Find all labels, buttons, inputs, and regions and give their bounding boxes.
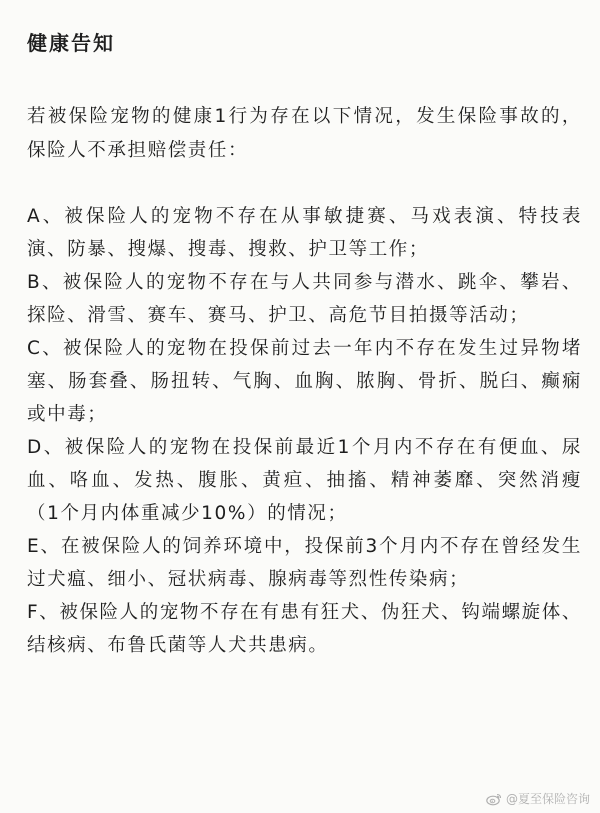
clause-d: D、被保险人的宠物在投保前最近1个月内不存在有便血、尿血、咯血、发热、腹胀、黄疸、抽搐、精神萎靡、突然消瘦（1个月内体重减少10%）的情况； [27,437,582,524]
watermark-text: @夏至保险咨询 [505,792,590,806]
weibo-watermark [486,791,590,807]
clause-b: B、被保险人的宠物不存在与人共同参与潜水、跳伞、攀岩、探险、滑雪、赛车、赛马、护卫、高危节目拍摄等活动； [27,272,582,326]
weibo-icon [486,792,502,806]
clause-f: F、被保险人的宠物不存在有患有狂犬、伪狂犬、钩端螺旋体、结核病、布鲁氏菌等人犬共患病。 [27,602,582,656]
clause-c: C、被保险人的宠物在投保前过去一年内不存在发生过异物堵塞、肠套叠、肠扭转、气胸、血胸、脓胸、骨折、脱臼、癫痫或中毒； [27,338,582,425]
intro-paragraph: 若被保险宠物的健康1行为存在以下情况，发生保险事故的，保险人不承担赔偿责任： [27,106,582,161]
clause-e: E、在被保险人的饲养环境中，投保前3个月内不存在曾经发生过犬瘟、细小、冠状病毒、腺病毒等烈性传染病； [27,536,582,590]
clause-list [27,200,582,662]
clause-a: A、被保险人的宠物不存在从事敏捷赛、马戏表演、特技表演、防暴、搜爆、搜毒、搜救、护卫等工作； [27,206,582,260]
document-title: 健康告知 [27,31,115,55]
